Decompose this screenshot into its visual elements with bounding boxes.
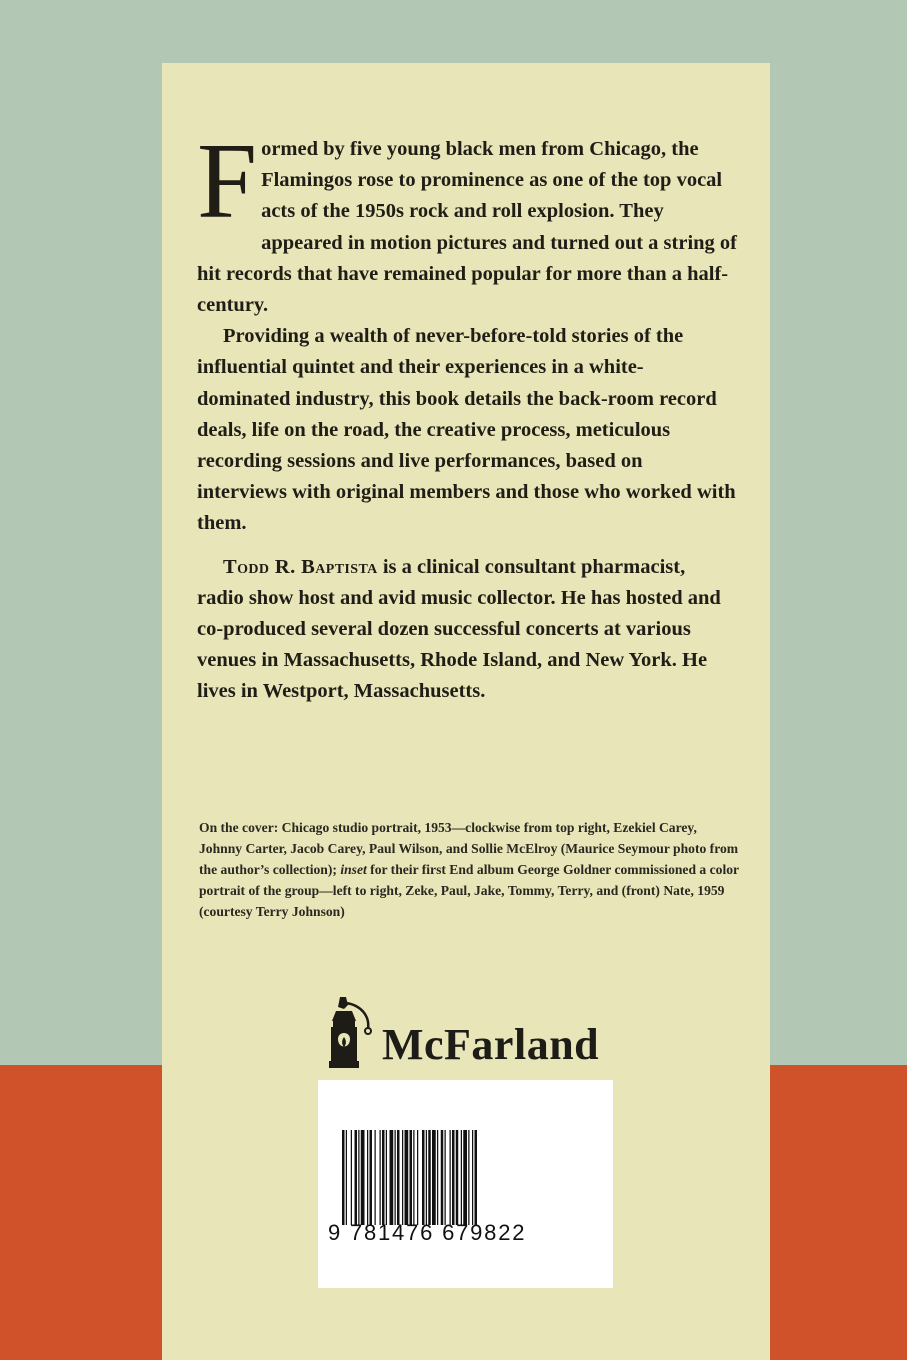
caption-inset-word: inset	[340, 862, 367, 877]
barcode-bar	[456, 1130, 459, 1225]
barcode-bar	[355, 1130, 358, 1225]
barcode-digits: 9 781476 679822	[328, 1220, 527, 1245]
barcode-bar	[370, 1130, 373, 1225]
barcode-bar	[351, 1130, 352, 1225]
barcode-bar	[390, 1130, 394, 1225]
barcode-bar	[375, 1130, 376, 1225]
barcode-bar	[361, 1130, 365, 1225]
barcode-bar	[402, 1130, 403, 1225]
barcode-bar	[395, 1130, 396, 1225]
barcode-bar	[432, 1130, 436, 1225]
author-name: Todd R. Baptista	[223, 555, 378, 578]
barcode-bar	[413, 1130, 414, 1225]
barcode-bar	[461, 1130, 462, 1225]
barcode-bar	[346, 1130, 347, 1225]
barcode-bar	[382, 1130, 385, 1225]
blurb	[197, 122, 737, 708]
barcode-bar	[437, 1130, 438, 1225]
barcode-bar	[428, 1130, 431, 1225]
lantern-icon	[326, 993, 374, 1073]
barcode-bar	[342, 1130, 345, 1225]
blurb-paragraph-1-text: ormed by five young black men from Chicago, the Flamingos rose to prominence as one of the top vocal acts of the 1950s rock and roll explosion. They appeared in motion pictures and turned out a string of hit records that have remained popular for more than a half-century.	[197, 138, 737, 317]
barcode-bar	[475, 1130, 478, 1225]
barcode-bar	[405, 1130, 409, 1225]
barcode-bar	[441, 1130, 444, 1225]
author-bio	[197, 552, 737, 708]
barcode-bar	[452, 1130, 455, 1225]
caption-text-2: for their first End album George Goldner commissioned a color portrait of the group—left to right, Zeke, Paul, Jake, Tommy, Terry, and (front) Nate, 1959 (courtesy Terry Johnson)	[199, 862, 739, 919]
drop-cap: F	[197, 122, 258, 241]
barcode-bar	[358, 1130, 359, 1225]
blurb-paragraph-1	[197, 122, 737, 321]
cover-caption	[199, 817, 739, 922]
blurb-paragraph-2: Providing a wealth of never-before-told stories of the influential quintet and their experiences in a white-dominated industry, this book details the back-room record deals, life on the road, the creative process, meticulous recording sessions and live performances, based on interviews with original members and those who worked with them.	[197, 325, 736, 535]
barcode-bar	[450, 1130, 451, 1225]
publisher-logo	[326, 993, 616, 1073]
barcode-box	[318, 1080, 613, 1288]
barcode-bar	[386, 1130, 387, 1225]
barcode-bar	[445, 1130, 446, 1225]
author-bio-text: is a clinical consultant pharmacist, radio show host and avid music collector. He has hosted and co-produced several dozen successful concerts at various venues in Massachusetts, Rhode Island, and New York. He lives in Westport, Massachusetts.	[197, 555, 721, 703]
barcode-bar	[422, 1130, 425, 1225]
barcode-bar	[426, 1130, 427, 1225]
barcode-bar	[417, 1130, 418, 1225]
barcode	[342, 1130, 592, 1225]
barcode-bar	[468, 1130, 469, 1225]
barcode-bar	[472, 1130, 473, 1225]
barcode-bar	[410, 1130, 413, 1225]
publisher-name: McFarland	[382, 1020, 600, 1069]
caption-text-1: On the cover: Chicago studio portrait, 1953—clockwise from top right, Ezekiel Carey, Johnny Carter, Jacob Carey, Paul Wilson, and Sollie McElroy (Maurice Seymour photo from the author’s collection);	[199, 820, 739, 877]
barcode-bar	[367, 1130, 368, 1225]
barcode-bar	[397, 1130, 400, 1225]
barcode-bar	[380, 1130, 381, 1225]
barcode-bar	[463, 1130, 467, 1225]
